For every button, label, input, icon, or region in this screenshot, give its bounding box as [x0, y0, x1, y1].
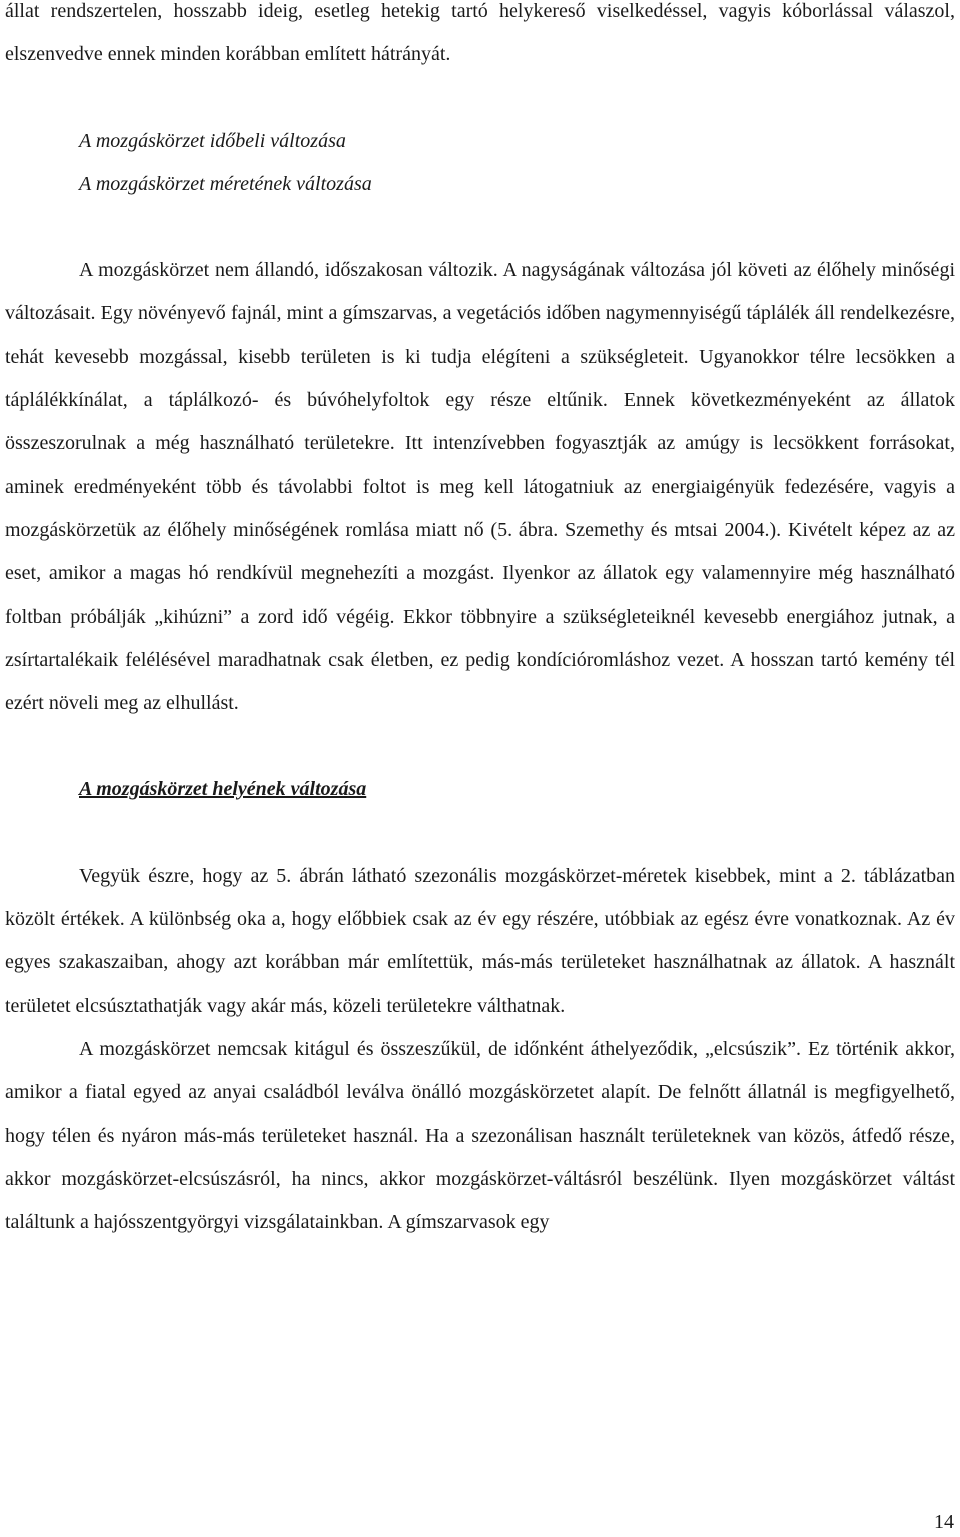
- spacer: [5, 206, 955, 249]
- location-paragraph-1: Vegyük észre, hogy az 5. ábrán látható szezonális mozgáskörzet-méretek kisebbek, mint a 2. táblázatban közölt értékek. A különbség oka a, hogy előbbiek csak az év egy részére, utóbbiak az egész évre vonatkoznak. Az év egyes szakaszaiban, ahogy azt korábban már említettük, más-más területeket használhatnak az állatok. A használt területet elcsúsztathatják vagy akár más, közeli területekre válthatnak.: [5, 864, 955, 1017]
- location-paragraph-2: A mozgáskörzet nemcsak kitágul és összeszűkül, de időnként áthelyeződik, „elcsúszik”. Ez történik akkor, amikor a fiatal egyed az anyai családból leválva önálló mozgáskörzetet alapít. De felnőtt állatnál is megfigyelhető, hogy télen és nyáron más-más területeket használ. Ha a szezonálisan használt területeknek van közös, átfedő része, akkor mozgáskörzet-elcsúszásról, ha nincs, akkor mozgáskörzet-váltásról beszélünk. Ilyen mozgáskörzet váltást találtunk a hajósszentgyörgyi vizsgálatainkban. A gímszarvasok egy: [5, 1037, 955, 1234]
- intro-paragraph: állat rendszertelen, hosszabb ideig, esetleg hetekig tartó helykereső viselkedéssel, vagyis kóborlással válaszol, elszenvedve ennek minden korábban említett hátrányát.: [5, 0, 955, 66]
- heading-temporal-change: A mozgáskörzet időbeli változása: [79, 129, 346, 152]
- spacer: [5, 77, 955, 120]
- document-page: [5, 0, 955, 1244]
- spacer: [5, 812, 955, 855]
- size-change-paragraph: A mozgáskörzet nem állandó, időszakosan változik. A nagyságának változása jól követi az élőhely minőségi változásait. Egy növényevő fajnál, mint a gímszarvas, a vegetációs időben nagymennyiségű táplálék áll rendelkezésre, tehát kevesebb mozgással, kisebb területen is ki tudja elégíteni a szükségleteit. Ugyanokkor télre lecsökken a táplálékkínálat, a táplálkozó- és búvóhelyfoltok egy része eltűnik. Ennek következményeként az állatok összeszorulnak a még használható területekre. Itt intenzívebben fogyasztják az amúgy is lecsökkent forrásokat, aminek eredményeként több és távolabbi foltot is meg kell látogatniuk az energiaigényük fedezésére, vagyis a mozgáskörzetük az élőhely minőségének romlása miatt nő (5. ábra. Szemethy és mtsai 2004.). Kivételt képez az az eset, amikor a magas hó rendkívül megnehezíti a mozgást. Ilyenkor az állatok egy valamennyire még használható foltban próbálják „kihúzni” a zord idő végéig. Ekkor többnyire a szükségleteiknél kevesebb energiához jutnak, a zsírtartalékaik felélésével maradhatnak csak életben, ez pedig kondícióromláshoz vezet. A hosszan tartó kemény tél ezért növeli meg az elhullást.: [5, 259, 955, 715]
- heading-location-change: A mozgáskörzet helyének változása: [79, 778, 367, 801]
- page-number: 14: [934, 1511, 954, 1533]
- spacer: [5, 725, 955, 768]
- heading-size-change: A mozgáskörzet méretének változása: [79, 172, 372, 195]
